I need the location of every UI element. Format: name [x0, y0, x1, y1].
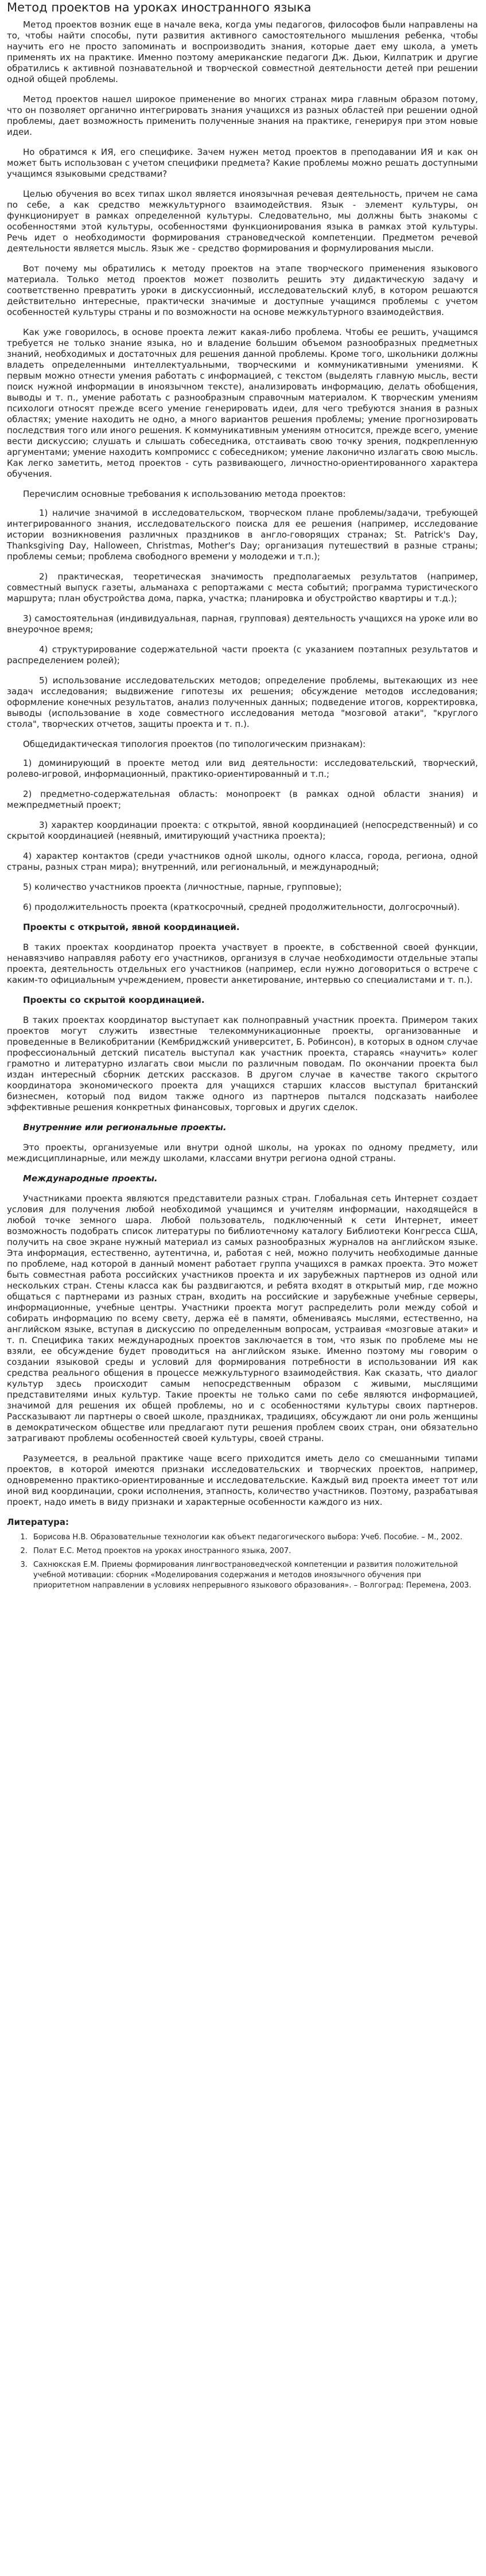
literature-item: 3. Сахнюкская Е.М. Приемы формирования лингвострановедческой компетенции и развития положительной учебной мотивации: сборник «Моделирования содержания и методов иноязычного обучения при приоритетном направлении в условиях непрерывного языкового образования». – Волгоград: Перемена, 2003. [30, 1560, 478, 1591]
typology-2: 2) предметно-содержательная область: монопроект (в рамках одной области знания) и межпредметный проект; [7, 789, 478, 810]
heading-international-projects: Международные проекты. [23, 1173, 158, 1184]
typology-5: 5) количество участников проекта (личностные, парные, групповые); [23, 882, 342, 892]
typology-6: 6) продолжительность проекта (краткосрочный, средней продолжительности, долгосрочный). [23, 902, 460, 912]
requirement-4: 4) структурирование содержательной части проекта (с указанием поэтапных результатов и распределением ролей); [7, 644, 478, 666]
paragraph-open-coordination: В таких проектах координатор проекта участвует в проекте, в собственной своей функции, ненавязчиво направляя работу его участников, организуя в случае необходимости отдельные этапы проекта, деятельность отдельных его участников (например, если нужно договориться о встрече с каким-то официальным учреждением, провести анкетирование, интервью со специалистами и т. п.). [7, 942, 478, 985]
heading-regional-projects: Внутренние или региональные проекты. [23, 1122, 227, 1133]
literature-item: 1. Борисова Н.В. Образовательные технологии как объект педагогического выбора: Учеб. Пособие. – М., 2002. [30, 1532, 478, 1543]
requirement-1: 1) наличие значимой в исследовательском, творческом плане проблемы/задачи, требующей интегрированного знания, исследовательского поиска для ее решения (например, исследование истории возникновения различных праздников в англо-говорящих странах; St. Patrick's Day, Thanksgiving Day, Halloween, Christmas, Mother's Day; организация путешествий в разные страны; проблемы семьи; проблема свободного времени у молодежи и т.п.); [7, 508, 478, 562]
heading-open-coordination: Проекты с открытой, явной координацией. [23, 922, 240, 932]
typology-1: 1) доминирующий в проекте метод или вид деятельности: исследовательский, творческий, ролево-игровой, информационный, практико-ориентированный и т.п.; [7, 758, 478, 779]
paragraph-wide-use: Метод проектов нашел широкое применение во многих странах мира главным образом потому, что он позволяет органично интегрировать знания учащихся из разных областей при решении одной проблемы, дает возможность применить полученные знания на практике, генерируя при этом новые идеи. [7, 94, 478, 137]
typology-4: 4) характер контактов (среди участников одной школы, одного класса, города, региона, одной страны, разных стран мира); внутренний, или региональный, и международный; [7, 851, 478, 872]
literature-list [7, 1532, 478, 1591]
document-page [0, 1, 486, 1591]
heading-hidden-coordination: Проекты со скрытой координацией. [23, 995, 205, 1005]
paragraph-requirements-intro: Перечислим основные требования к использованию метода проектов: [23, 489, 346, 499]
paragraph-why-method: Вот почему мы обратились к методу проектов на этапе творческого применения языкового материала. Только метод проектов может позволить решить эту дидактическую задачу и соответственно превратить уроки в дискуссионный, исследовательский клуб, в котором решаются действительно интересные, практически значимые и доступные учащимся проблемы с учетом особенностей культуры страны и по возможности на основе межкультурного взаимодействия. [7, 263, 478, 317]
paragraph-regional-projects: Это проекты, организуемые или внутри одной школы, на уроках по одному предмету, или междисциплинарные, или между школами, классами внутри региона одной страны. [7, 1142, 478, 1164]
typology-intro: Общедидактическая типология проектов (по типологическим признакам): [23, 739, 366, 749]
paragraph-goal: Целью обучения во всех типах школ является иноязычная речевая деятельность, причем не сама по себе, а как средство межкультурного взаимодействия. Язык - элемент культуры, он функционирует в рамках определенной культуры. Следовательно, мы должны быть знакомы с особенностями этой культуры, особенностями функционирования языка в рамках этой культуры. Речь идет о необходимости формирования страноведческой компетенции. Предметом речевой деятельности является мысль. Язык же - средство формирования и формулирования мысли. [7, 189, 478, 254]
paragraph-conclusion: Разумеется, в реальной практике чаще всего приходится иметь дело со смешанными типами проектов, в которой имеются признаки исследовательских и творческих проектов, например, одновременно практико-ориентированные и исследовательские. Каждый вид проекта имеет тот или иной вид координации, сроки исполнения, этапность, количество участников. Поэтому, разрабатывая проект, надо иметь в виду признаки и характерные особенности каждого из них. [7, 1453, 478, 1507]
paragraph-intro: Метод проектов возник еще в начале века, когда умы педагогов, философов были направлены на то, чтобы найти способы, пути развития активного самостоятельного мышления ребенка, чтобы научить его не просто запоминать и воспроизводить знания, которые дает ему школа, а уметь применять их на практике. Именно поэтому американские педагоги Дж. Дьюи, Килпатрик и другие обратились к активной познавательной и творческой совместной деятельности детей при решении одной общей проблемы. [7, 20, 478, 84]
paragraph-questions: Но обратимся к ИЯ, его специфике. Зачем нужен метод проектов в преподавании ИЯ и как он может быть использован с учетом специфики предмета? Какие проблемы можно решать доступными учащимся языковыми средствами? [7, 147, 478, 179]
literature-heading: Литература: [7, 1517, 69, 1527]
paragraph-international-projects: Участниками проекта являются представители разных стран. Глобальная сеть Интернет создает условия для получения любой необходимой учащимся и учителям информации, находящейся в любой точке земного шара. Любой пользователь, подключенный к сети Интернет, имеет возможность подобрать список литературы по библиотечному каталогу Библиотеки Конгресса США, получить на свое экране нужный материал из самых разнообразных журналов на английском языке. Эта информация, естественно, аутентична, и, работая с ней, можно получить необходимые данные по проблеме, над которой в данный момент работает группа учащихся в рамках проекта. Это может быть совместная работа российских участников проекта и их зарубежных партнеров из одной или нескольких стран. Стены класса как бы раздвигаются, и ребята входят в открытый мир, где можно общаться с партнерами из разных стран, входить на российские и зарубежные учебные серверы, информационные, учебные центры. Участники проекта могут распределить роли между собой и собирать информацию по всему свету, держа её в памяти, обмениваясь мыслями, естественно, на английском языке, вступая в дискуссию по определенным вопросам, устраивая «мозговые атаки» и т. п. Специфика таких международных проектов заключается в том, что язык по проблеме мы не взяли, ее обсуждение будет проводиться на английском языке. Именно поэтому мы говорим о создании языковой среды и условий для формирования потребности в использовании ИЯ как средства реального общения в процессе межкультурного взаимодействия. Как сказать, что диалог культур здесь происходит самым непосредственным образом с живыми, мыслящими представителями иных культур. Такие проекты не только сами по себе являются информацией, значимой для решения их общей проблемы, но и с особенностями культуры своих партнеров. Рассказывают ли партнеры о своей школе, праздниках, традициях, обсуждают ли они роль женщины в демократическом обществе или предлагают пути решения проблем своих стран, они обязательно затрагивают проблемы особенностей своей культуры, своей страны. [7, 1193, 478, 1443]
paragraph-skills: Как уже говорилось, в основе проекта лежит какая-либо проблема. Чтобы ее решить, учащимся требуется не только знание языка, но и владение большим объемом разнообразных предметных знаний, необходимых и достаточных для решения данной проблемы. Кроме того, школьники должны владеть определенными интеллектуальными, творческими и коммуникативными умениями. К первым можно отнести умения работать с информацией, с текстом (выделять главную мысль, вести поиск нужной информации в иноязычном тексте), анализировать информацию, делать обобщения, выводы и т. п., умение работать с разнообразным справочным материалом. К творческим умениям психологи относят прежде всего умение генерировать идеи, для чего требуются знания в разных областях; умение находить не одно, а много вариантов решения проблемы; умение прогнозировать последствия того или иного решения. К коммуникативным умениям относится, прежде всего, умение вести дискуссию; слушать и слышать собеседника, отстаивать свою точку зрения, подкрепленную аргументами; умение находить компромисс с собеседником; умение лаконично излагать свою мысль. Как легко заметить, метод проектов - суть развивающего, личностно-ориентированного характера обучения. [7, 327, 478, 479]
literature-item: 2. Полат Е.С. Метод проектов на уроках иностранного языка, 2007. [30, 1546, 478, 1557]
requirement-5: 5) использование исследовательских методов; определение проблемы, вытекающих из нее задач исследования; выдвижение гипотезы их решения; обсуждение методов исследования; оформление конечных результатов, анализ полученных данных; подведение итогов, корректировка, выводы (использование в ходе совместного исследования метода "мозговой атаки", "круглого стола", творческих отчетов, защиты проекта и т. п.). [7, 675, 478, 729]
requirement-3: 3) самостоятельная (индивидуальная, парная, групповая) деятельность учащихся на уроке или во внеурочное время; [7, 613, 478, 635]
paragraph-hidden-coordination: В таких проектах координатор выступает как полноправный участник проекта. Примером таких проектов могут служить известные телекоммуникационные проекты, организованные и проведенные в Великобритании (Кембриджский университет, Б. Робинсон), в которых в одном случае профессиональный детский писатель выступал как участник проекта, стараясь «научить» колег грамотно и литературно излагать свои мысли по различным поводам. По окончании проекта был издан интересный сборник детских рассказов. В другом случае в качестве такого скрытого координатора экономического проекта для учащихся старших классов выступал британский бизнесмен, который под видом также одного из партнеров пытался подсказать наиболее эффективные решения конкретных финансовых, торговых и других сделок. [7, 1015, 478, 1112]
typology-3: 3) характер координации проекта: с открытой, явной координацией (непосредственный) и со скрытой координацией (неявный, имитирующий участника проекта); [7, 820, 478, 841]
page-title: Метод проектов на уроках иностранного языка [7, 1, 312, 14]
requirement-2: 2) практическая, теоретическая значимость предполагаемых результатов (например, совместный выпуск газеты, альманаха с репортажами с места событий; программа туристического маршрута; план обустройства дома, парка, участка; планировка и обустройство квартиры и т.д.); [7, 571, 478, 604]
